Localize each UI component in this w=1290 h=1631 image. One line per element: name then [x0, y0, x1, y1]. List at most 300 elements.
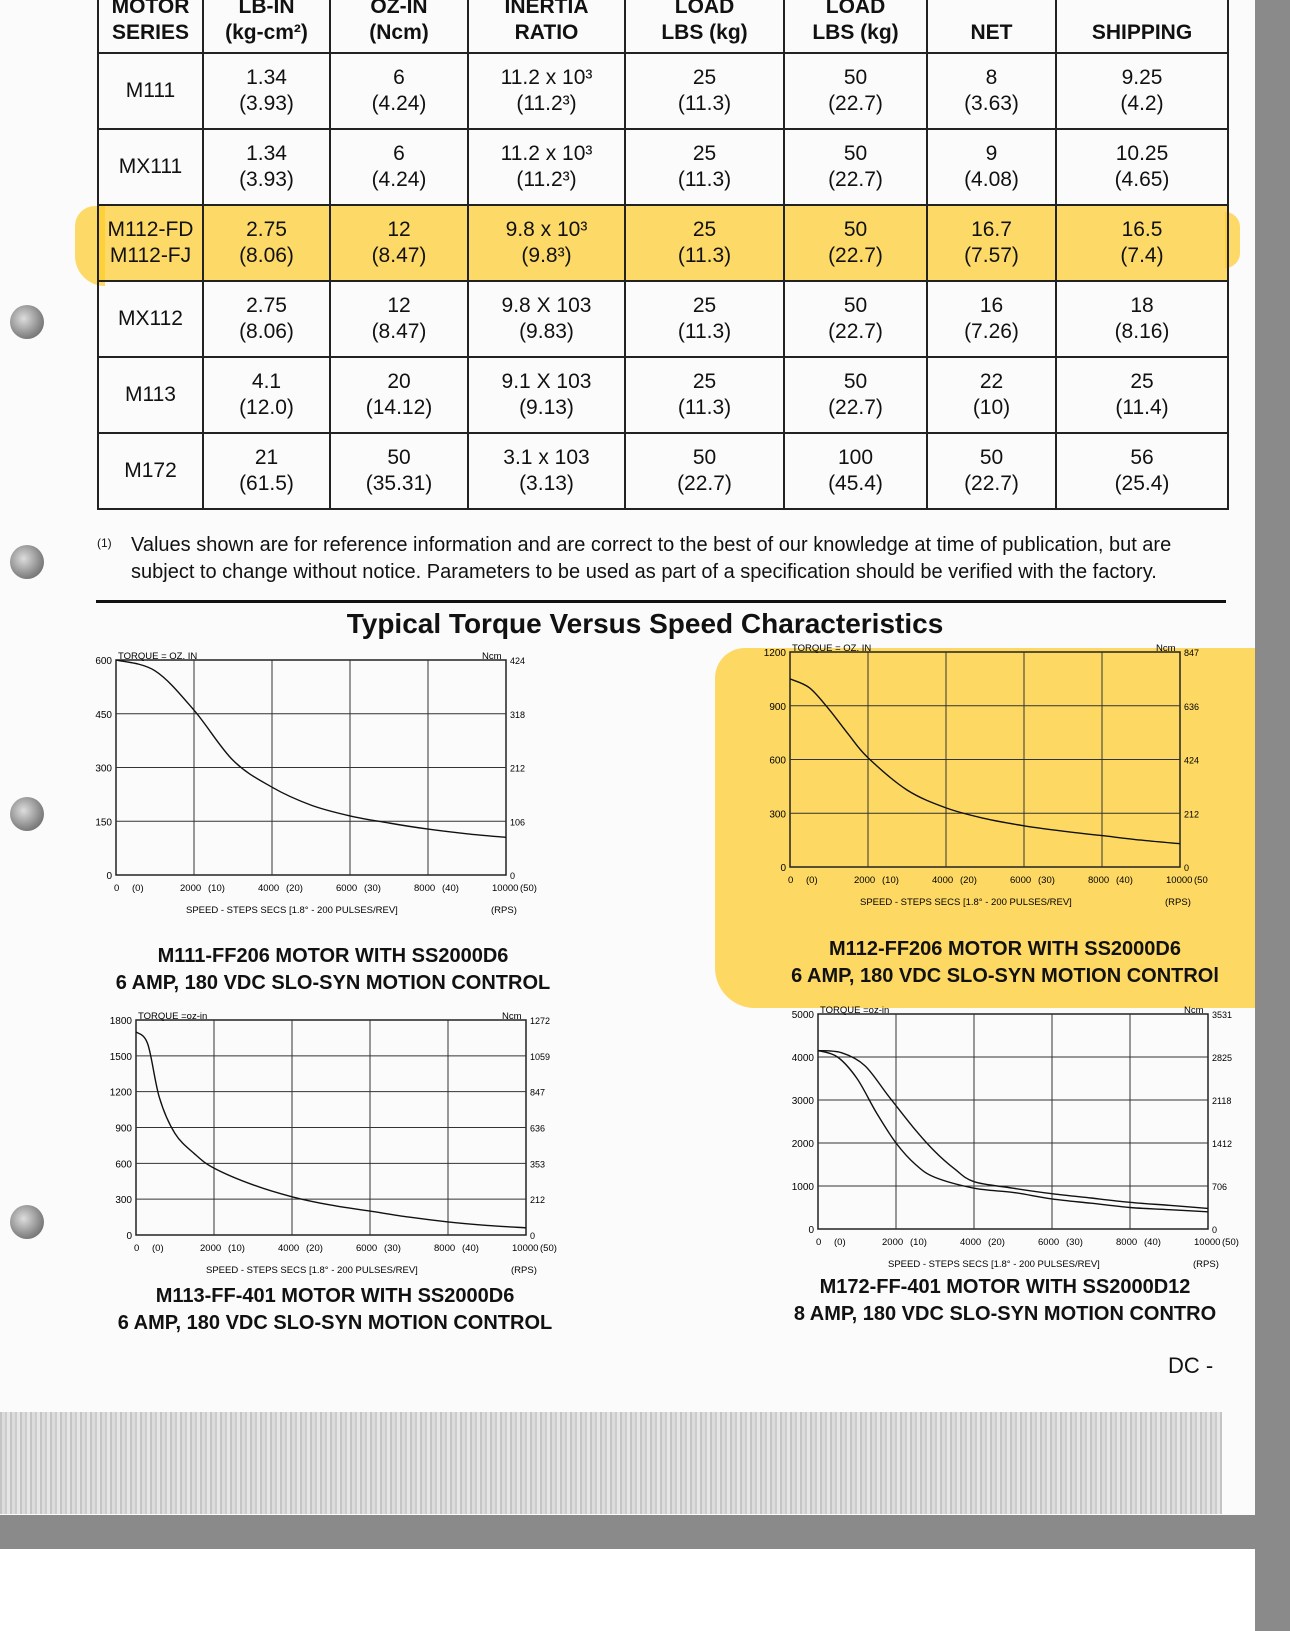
cell-value: 50 [843, 66, 868, 89]
x-tick-label-rps: (30) [384, 1243, 401, 1254]
viewer-right-margin [1255, 0, 1290, 1631]
x-tick-label: 8000 [1116, 1237, 1138, 1248]
x-tick-label-rps: (30) [1038, 875, 1055, 886]
caption-title: M172-FF-401 MOTOR WITH SS2000D12 [819, 1276, 1191, 1298]
chart-caption-m112 [766, 936, 1244, 990]
cell-value: M172 [124, 459, 177, 482]
table-cell [1056, 53, 1228, 129]
header-line-1: MOTOR [111, 0, 190, 18]
caption-subtitle: 6 AMP, 180 VDC SLO-SYN MOTION CONTROL [117, 1312, 553, 1334]
caption-subtitle: 8 AMP, 180 VDC SLO-SYN MOTION CONTRO [793, 1303, 1217, 1325]
table-cell [203, 205, 330, 281]
x-tick-label: 4000 [960, 1237, 982, 1248]
y-tick-label-right: 636 [530, 1123, 546, 1134]
table-header-cell [203, 0, 330, 53]
cell-value: 9.8 X 103 [501, 294, 592, 317]
table-row [98, 53, 1228, 129]
cell-secondary-value: (22.7) [828, 92, 883, 115]
table-header-cell [625, 0, 784, 53]
x-tick-label: 0 [114, 883, 120, 894]
x-tick-label: 8000 [1088, 875, 1110, 886]
caption-title: M113-FF-401 MOTOR WITH SS2000D6 [155, 1285, 515, 1307]
x-tick-label: 8000 [414, 883, 436, 894]
table-cell [203, 433, 330, 509]
table-row [98, 205, 1228, 281]
y-tick-label-right: 0 [530, 1231, 536, 1241]
scan-noise-strip [0, 1412, 1222, 1514]
torque-curve-0 [136, 1032, 526, 1228]
cell-secondary-value: (35.31) [365, 472, 433, 495]
x-tick-label-rps: (0) [806, 875, 818, 886]
binder-hole-1 [10, 305, 44, 339]
caption-subtitle: 6 AMP, 180 VDC SLO-SYN MOTION CONTROl [791, 965, 1219, 987]
table-cell [784, 281, 927, 357]
cell-secondary-value: (11.2³) [516, 168, 577, 191]
header-line-2: RATIO [514, 21, 579, 44]
table-cell [468, 281, 625, 357]
cell-value: 6 [393, 66, 405, 89]
y-tick-label-right: 847 [1184, 648, 1200, 658]
table-cell [203, 129, 330, 205]
y-tick-label: 0 [106, 871, 112, 882]
binder-hole-3 [10, 797, 44, 831]
cell-value: 11.2 x 10³ [500, 142, 593, 165]
table-cell [330, 433, 468, 509]
cell-value: 6 [393, 142, 405, 165]
y-axis-label-right: Ncm [1156, 643, 1176, 654]
x-tick-label: 2000 [200, 1243, 222, 1254]
cell-value: 25 [1130, 370, 1154, 393]
x-tick-label: 6000 [356, 1243, 378, 1254]
cell-value: 9 [985, 142, 998, 165]
chart-caption-m113 [100, 1283, 570, 1337]
cell-secondary-value: (11.3) [677, 92, 732, 115]
x-tick-label-rps: (20) [306, 1243, 323, 1254]
chart-svg [790, 1004, 1260, 1274]
y-axis-label: TORQUE = OZ. IN [792, 643, 872, 654]
y-tick-label: 900 [115, 1123, 132, 1135]
x-axis-label: SPEED - STEPS SECS [1.8° - 200 PULSES/REV] [186, 905, 398, 916]
table-body [98, 53, 1228, 509]
table-cell [625, 205, 784, 281]
x-tick-label-rps: (30) [364, 883, 381, 894]
cell-value: 9.1 X 103 [501, 370, 592, 393]
table-cell [625, 129, 784, 205]
x-tick-label-rps: (20) [286, 883, 303, 894]
y-tick-label: 0 [808, 1225, 814, 1236]
cell-secondary-value: (11.2³) [516, 92, 577, 115]
y-tick-label-right: 318 [510, 709, 526, 720]
cell-value: 16 [979, 294, 1004, 317]
table-cell [625, 53, 784, 129]
chart-svg [88, 650, 558, 920]
header-line-1: LB-IN [238, 0, 295, 18]
cell-secondary-value: (8.47) [371, 320, 427, 343]
y-tick-label-right: 212 [1184, 809, 1200, 820]
table-header-row [98, 0, 1228, 53]
table-cell [927, 205, 1056, 281]
binder-hole-2 [10, 545, 44, 579]
cell-secondary-value: (22.7) [677, 472, 732, 495]
table-row [98, 281, 1228, 357]
y-tick-label-right: 636 [1184, 701, 1200, 712]
cell-value: 50 [387, 446, 411, 469]
x-tick-label: 8000 [434, 1243, 456, 1254]
x-tick-label-rps: (10) [228, 1243, 245, 1254]
table-cell [330, 205, 468, 281]
y-tick-label-right: 212 [530, 1195, 546, 1206]
table-cell [468, 357, 625, 433]
cell-value: 8 [985, 66, 998, 89]
table-cell [98, 129, 203, 205]
cell-value: 18 [1130, 294, 1154, 317]
cell-value: 20 [387, 370, 411, 393]
header-line-2: LBS (kg) [661, 21, 748, 44]
table-cell [203, 357, 330, 433]
cell-secondary-value: (9.13) [519, 396, 574, 419]
cell-secondary-value: (3.93) [239, 168, 294, 191]
cell-value: 25 [692, 370, 717, 393]
x-tick-label-rps: (40) [442, 883, 459, 894]
y-tick-label: 300 [115, 1195, 132, 1207]
chart-svg [762, 642, 1232, 912]
y-tick-label-right: 2825 [1212, 1053, 1233, 1063]
table-header-cell [468, 0, 625, 53]
cell-value: 2.75 [246, 294, 287, 317]
table-cell [927, 53, 1056, 129]
x-axis-label-right: (RPS) [1193, 1259, 1219, 1270]
cell-secondary-value: (45.4) [828, 472, 883, 495]
y-tick-label: 600 [769, 755, 786, 767]
table-cell [927, 433, 1056, 509]
y-tick-label: 1800 [109, 1016, 132, 1027]
cell-secondary-value: (7.57) [964, 244, 1019, 267]
cell-secondary-value: (12.0) [239, 396, 294, 419]
cell-value: 50 [843, 218, 868, 241]
table-cell [625, 357, 784, 433]
x-tick-label: 6000 [1038, 1237, 1060, 1248]
table-cell [1056, 357, 1228, 433]
x-tick-label: 10000 [1166, 875, 1193, 886]
table-cell [1056, 205, 1228, 281]
cell-value: 25 [692, 294, 717, 317]
y-tick-label-right: 3531 [1212, 1010, 1233, 1020]
x-tick-label: 4000 [278, 1243, 300, 1254]
cell-secondary-value: (10) [972, 396, 1011, 419]
header-line-2: NET [970, 21, 1013, 44]
x-tick-label-rps: (20) [988, 1237, 1005, 1248]
x-tick-label-rps: (10) [208, 883, 225, 894]
y-tick-label-right: 0 [1212, 1225, 1218, 1235]
cell-secondary-value: (4.65) [1114, 168, 1170, 191]
y-tick-label: 150 [95, 817, 112, 829]
cell-secondary-value: (61.5) [239, 472, 294, 495]
x-tick-label: 2000 [180, 883, 202, 894]
y-tick-label-right: 1059 [530, 1051, 551, 1062]
cell-value: MX112 [118, 307, 183, 330]
motor-spec-table [97, 0, 1229, 510]
cell-value: 100 [837, 446, 874, 469]
cell-secondary-value: (3.93) [239, 92, 294, 115]
footnote-line-2: subject to change without notice. Parameters to be used as part of a specification should be verified with the factory. [131, 561, 1157, 583]
x-tick-label-rps: (0) [152, 1243, 164, 1254]
table-cell [330, 129, 468, 205]
y-tick-label-right: 0 [510, 871, 516, 881]
table-cell [98, 433, 203, 509]
table-row [98, 357, 1228, 433]
page-number: DC - [1168, 1353, 1214, 1378]
cell-value: 21 [254, 446, 279, 469]
table-cell [98, 205, 203, 281]
cell-secondary-value: (11.3) [677, 168, 732, 191]
x-tick-label: 10000 [1194, 1237, 1221, 1248]
caption-subtitle: 6 AMP, 180 VDC SLO-SYN MOTION CONTROL [115, 972, 551, 994]
table-cell [203, 281, 330, 357]
x-axis-label: SPEED - STEPS SECS [1.8° - 200 PULSES/REV] [888, 1259, 1100, 1270]
table-cell [784, 53, 927, 129]
cell-value: 11.2 x 10³ [500, 66, 593, 89]
cell-secondary-value: (3.63) [964, 92, 1019, 115]
viewer-bottom-margin [0, 1515, 1255, 1549]
cell-value: 25 [692, 66, 717, 89]
y-tick-label-right: 847 [530, 1087, 546, 1098]
header-line-2: (kg-cm²) [225, 21, 308, 44]
cell-secondary-value: (22.7) [828, 168, 883, 191]
cell-value: 4.1 [251, 370, 282, 393]
cell-value: 12 [387, 294, 411, 317]
torque-curve-1 [818, 1051, 1208, 1209]
y-axis-label-right: Ncm [1184, 1005, 1204, 1016]
cell-value: 3.1 x 103 [503, 446, 590, 469]
chart-caption-m172 [770, 1274, 1240, 1328]
x-axis-label-right: (RPS) [1165, 897, 1191, 908]
binder-hole-4 [10, 1205, 44, 1239]
header-line-2: LBS (kg) [812, 21, 899, 44]
cell-secondary-value: (11.3) [677, 320, 732, 343]
table-cell [330, 281, 468, 357]
cell-value: 16.7 [971, 218, 1012, 241]
cell-secondary-value: (4.2) [1120, 92, 1164, 115]
caption-title: M112-FF206 MOTOR WITH SS2000D6 [829, 938, 1181, 960]
header-line-1: LOAD [825, 0, 886, 18]
y-axis-label-right: Ncm [502, 1011, 522, 1022]
cell-value: 56 [1130, 446, 1154, 469]
footnote-line-1: Values shown are for reference information and are correct to the best of our knowledge at time of publication, but are [131, 534, 1172, 556]
y-tick-label-right: 353 [530, 1159, 546, 1170]
cell-value: M111 [125, 79, 176, 102]
cell-secondary-value: (7.26) [964, 320, 1019, 343]
y-tick-label-right: 1272 [530, 1016, 551, 1026]
table-header-cell [1056, 0, 1228, 53]
y-tick-label: 1000 [791, 1182, 814, 1193]
table-cell [468, 129, 625, 205]
y-axis-label: TORQUE =oz-in [820, 1005, 890, 1016]
cell-secondary-value: (11.3) [677, 244, 732, 267]
cell-value: 50 [692, 446, 717, 469]
x-axis-label: SPEED - STEPS SECS [1.8° - 200 PULSES/REV] [860, 897, 1072, 908]
cell-value: 9.25 [1121, 66, 1163, 89]
table-cell [98, 53, 203, 129]
x-tick-label-rps: (10) [882, 875, 899, 886]
table-row [98, 433, 1228, 509]
header-line-1: OZ-IN [370, 0, 428, 18]
table-cell [784, 129, 927, 205]
x-tick-label: 6000 [1010, 875, 1032, 886]
cell-secondary-value: (22.7) [828, 244, 883, 267]
chart-svg [108, 1010, 578, 1280]
table-cell [330, 357, 468, 433]
torque-curve-0 [790, 679, 1180, 844]
table-header-cell [330, 0, 468, 53]
cell-secondary-value: (4.24) [371, 168, 427, 191]
cell-secondary-value: (4.24) [371, 92, 427, 115]
table-cell [784, 433, 927, 509]
section-divider [96, 600, 1226, 603]
y-tick-label: 450 [95, 709, 112, 721]
y-tick-label-right: 424 [1184, 755, 1200, 766]
cell-secondary-value: (8.47) [371, 244, 427, 267]
x-tick-label: 6000 [336, 883, 358, 894]
x-tick-label-rps: (20) [960, 875, 977, 886]
chart-caption-m111 [96, 943, 570, 997]
footnote-mark: (1) [97, 536, 112, 550]
cell-value: M113 [125, 383, 176, 406]
header-line-2: SHIPPING [1091, 21, 1193, 44]
header-line-1: INERTIA [504, 0, 589, 18]
table-cell [1056, 433, 1228, 509]
header-line-2: (Ncm) [369, 21, 429, 44]
table-cell [927, 129, 1056, 205]
y-tick-label: 5000 [791, 1010, 814, 1021]
y-axis-label-right: Ncm [482, 651, 502, 662]
cell-secondary-value: (22.7) [828, 320, 883, 343]
cell-secondary-value: (14.12) [365, 396, 433, 419]
cell-secondary-value: (9.83) [519, 320, 574, 343]
cell-value: 22 [979, 370, 1004, 393]
table-header-cell [98, 0, 203, 53]
plot-frame [818, 1014, 1208, 1229]
y-tick-label: 600 [115, 1159, 132, 1171]
y-tick-label: 0 [780, 863, 786, 874]
y-tick-label: 1500 [109, 1051, 132, 1063]
cell-secondary-value: M112-FJ [109, 244, 192, 267]
cell-value: 9.8 x 10³ [505, 218, 588, 241]
y-tick-label-right: 424 [510, 656, 526, 666]
cell-secondary-value: (22.7) [828, 396, 883, 419]
y-tick-label: 1200 [763, 648, 786, 659]
cell-value: 50 [843, 294, 868, 317]
cell-value: MX111 [118, 155, 183, 178]
table-cell [468, 433, 625, 509]
cell-secondary-value: (8.16) [1114, 320, 1170, 343]
y-tick-label-right: 106 [510, 817, 526, 828]
cell-value: 50 [843, 370, 868, 393]
table-cell [1056, 281, 1228, 357]
y-tick-label: 300 [95, 763, 112, 775]
cell-secondary-value: (8.06) [239, 244, 294, 267]
x-tick-label-rps: (50) [520, 883, 537, 894]
table-cell [468, 53, 625, 129]
x-tick-label-rps: (30) [1066, 1237, 1083, 1248]
table-cell [1056, 129, 1228, 205]
y-tick-label-right: 706 [1212, 1182, 1228, 1192]
x-tick-label: 10000 [512, 1243, 539, 1254]
table-cell [468, 205, 625, 281]
table-cell [203, 53, 330, 129]
cell-secondary-value: (9.8³) [521, 244, 572, 267]
x-tick-label-rps: (50) [540, 1243, 557, 1254]
y-tick-label-right: 212 [510, 763, 526, 774]
y-tick-label: 0 [126, 1231, 132, 1242]
table-cell [625, 433, 784, 509]
table-header-cell [927, 0, 1056, 53]
x-tick-label-rps: (10) [910, 1237, 927, 1248]
y-tick-label-right: 1412 [1212, 1139, 1233, 1149]
y-tick-label: 1200 [109, 1087, 132, 1099]
x-tick-label: 10000 [492, 883, 519, 894]
cell-value: 12 [387, 218, 411, 241]
section-title: Typical Torque Versus Speed Characteristics [346, 608, 944, 639]
x-tick-label-rps: (40) [1144, 1237, 1161, 1248]
y-tick-label: 2000 [791, 1139, 814, 1150]
x-tick-label: 0 [816, 1237, 822, 1248]
cell-secondary-value: (25.4) [1114, 472, 1170, 495]
x-axis-label-right: (RPS) [511, 1265, 537, 1276]
header-line-1: LOAD [674, 0, 735, 18]
cell-value: 1.34 [246, 66, 287, 89]
cell-secondary-value: (3.13) [519, 472, 574, 495]
cell-value: 10.25 [1115, 142, 1169, 165]
x-tick-label-rps: (50) [1222, 1237, 1239, 1248]
x-tick-label: 0 [134, 1243, 140, 1254]
table-cell [98, 357, 203, 433]
table-cell [784, 357, 927, 433]
y-tick-label: 300 [769, 809, 786, 821]
cell-secondary-value: (11.3) [677, 396, 732, 419]
x-tick-label-rps: (40) [462, 1243, 479, 1254]
x-axis-label: SPEED - STEPS SECS [1.8° - 200 PULSES/REV] [206, 1265, 418, 1276]
y-tick-label: 3000 [791, 1096, 814, 1107]
y-tick-label: 900 [769, 701, 786, 713]
x-tick-label: 4000 [258, 883, 280, 894]
cell-value: 50 [979, 446, 1004, 469]
table-cell [330, 53, 468, 129]
y-tick-label-right: 0 [1184, 863, 1190, 873]
cell-value: M112-FD [107, 218, 194, 241]
table-cell [625, 281, 784, 357]
table-row [98, 129, 1228, 205]
header-line-2: SERIES [111, 21, 190, 44]
x-tick-label: 2000 [854, 875, 876, 886]
table-cell [927, 357, 1056, 433]
y-tick-label-right: 2118 [1212, 1096, 1232, 1106]
table-cell [927, 281, 1056, 357]
table-header-cell [784, 0, 927, 53]
x-tick-label: 4000 [932, 875, 954, 886]
table-cell [98, 281, 203, 357]
torque-curve-0 [116, 660, 506, 837]
cell-value: 25 [692, 142, 717, 165]
y-axis-label: TORQUE =oz-in [138, 1011, 208, 1022]
x-tick-label-rps: (50 [1194, 875, 1208, 886]
cell-secondary-value: (7.4) [1120, 244, 1164, 267]
y-tick-label: 600 [95, 656, 112, 667]
cell-value: 1.34 [246, 142, 287, 165]
table-cell [784, 205, 927, 281]
cell-value: 2.75 [246, 218, 287, 241]
cell-secondary-value: (11.4) [1115, 396, 1169, 419]
y-axis-label: TORQUE = OZ. IN [118, 651, 198, 662]
